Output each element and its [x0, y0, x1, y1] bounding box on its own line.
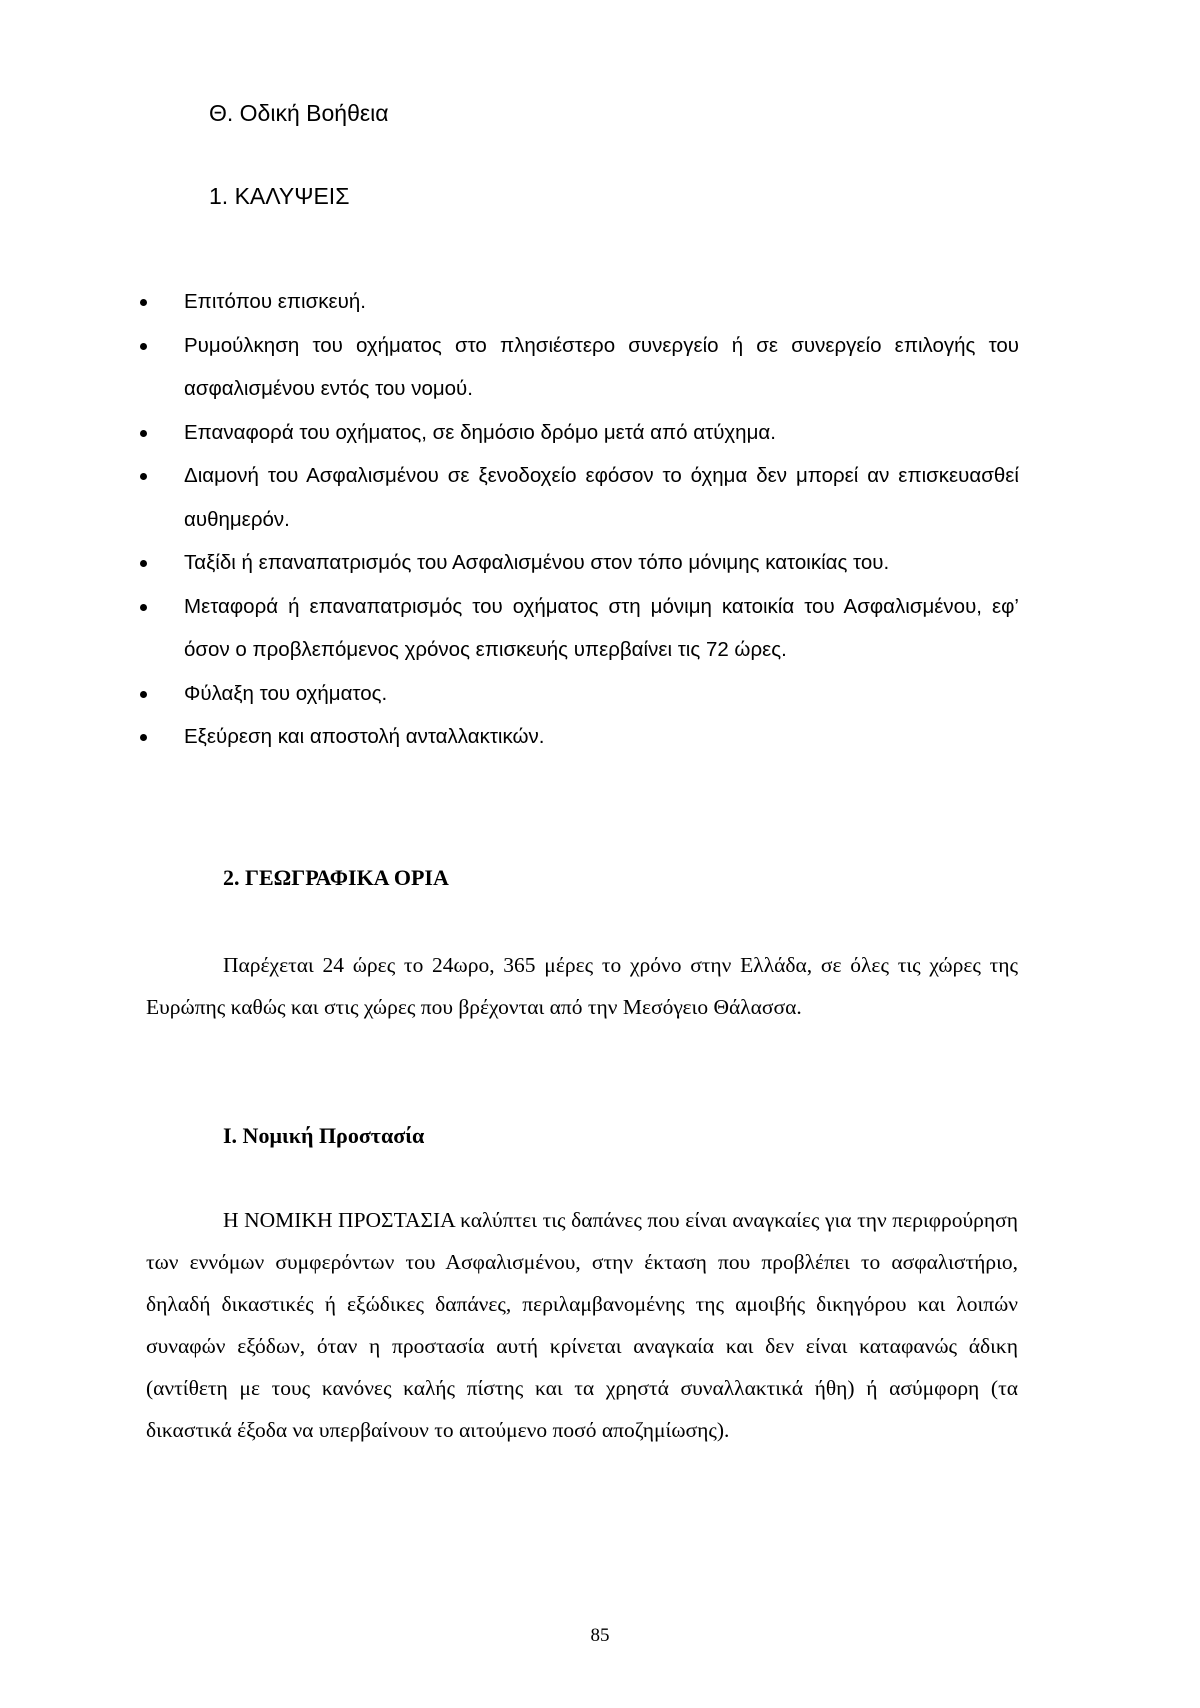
list-item: Διαμονή του Ασφαλισμένου σε ξενοδοχείο εφόσον το όχημα δεν μπορεί αν επισκευασθεί αυθημερόν. — [139, 454, 1019, 541]
bullet-icon — [140, 691, 147, 698]
bullet-icon — [140, 430, 147, 437]
bullet-icon — [140, 604, 147, 611]
page-number: 85 — [590, 1625, 610, 1646]
coverage-heading: 1. ΚΑΛΥΨΕΙΣ — [209, 183, 350, 209]
list-item: Επιτόπου επισκευή. — [139, 280, 1019, 324]
bullet-icon — [140, 299, 147, 306]
geographic-limits-text: Παρέχεται 24 ώρες το 24ωρο, 365 μέρες το χρόνο στην Ελλάδα, σε όλες τις χώρες της Ευρώπης καθώς και στις χώρες που βρέχονται από την Μεσόγειο Θάλασσα. — [146, 953, 1018, 1019]
bullet-icon — [140, 734, 147, 741]
list-item: Εξεύρεση και αποστολή ανταλλακτικών. — [139, 715, 1019, 759]
list-item: Μεταφορά ή επαναπατρισμός του οχήματος στη μόνιμη κατοικία του Ασφαλισμένου, εφ’ όσον ο προβλεπόμενος χρόνος επισκευής υπερβαίνει τις 72 ώρες. — [139, 585, 1019, 672]
legal-protection-text: Η ΝΟΜΙΚΗ ΠΡΟΣΤΑΣΙΑ καλύπτει τις δαπάνες που είναι αναγκαίες για την περιφρούρηση των εννόμων συμφερόντων του Ασφαλισμένου, στην έκταση που προβλέπει το ασφαλιστήριο, δηλαδή δικαστικές ή εξώδικες δαπάνες, περιλαμβανομένης της αμοιβής δικηγόρου και λοιπών συναφών εξόδων, όταν η προστασία αυτή κρίνεται αναγκαία και δεν είναι καταφανώς άδικη (αντίθετη με τους κανόνες καλής πίστης και τα χρηστά συναλλακτικά ήθη) ή ασύμφορη (τα δικαστικά έξοδα να υπερβαίνουν το αιτούμενο ποσό αποζημίωσης). — [146, 1208, 1018, 1442]
bullet-icon — [140, 473, 147, 480]
bullet-icon — [140, 343, 147, 350]
geographic-limits-heading: 2. ΓΕΩΓΡΑΦΙΚΑ ΟΡΙΑ — [223, 865, 449, 890]
list-item: Φύλαξη του οχήματος. — [139, 672, 1019, 716]
section-title: Θ. Οδική Βοήθεια — [209, 100, 389, 126]
list-item: Ρυμούλκηση του οχήματος στο πλησιέστερο συνεργείο ή σε συνεργείο επιλογής του ασφαλισμένου εντός του νομού. — [139, 324, 1019, 411]
coverage-list — [139, 280, 1019, 759]
list-item: Ταξίδι ή επαναπατρισμός του Ασφαλισμένου στον τόπο μόνιμης κατοικίας του. — [139, 541, 1019, 585]
legal-protection-heading: Ι. Νομική Προστασία — [223, 1123, 425, 1148]
bullet-icon — [140, 560, 147, 567]
list-item: Επαναφορά του οχήματος, σε δημόσιο δρόμο μετά από ατύχημα. — [139, 411, 1019, 455]
